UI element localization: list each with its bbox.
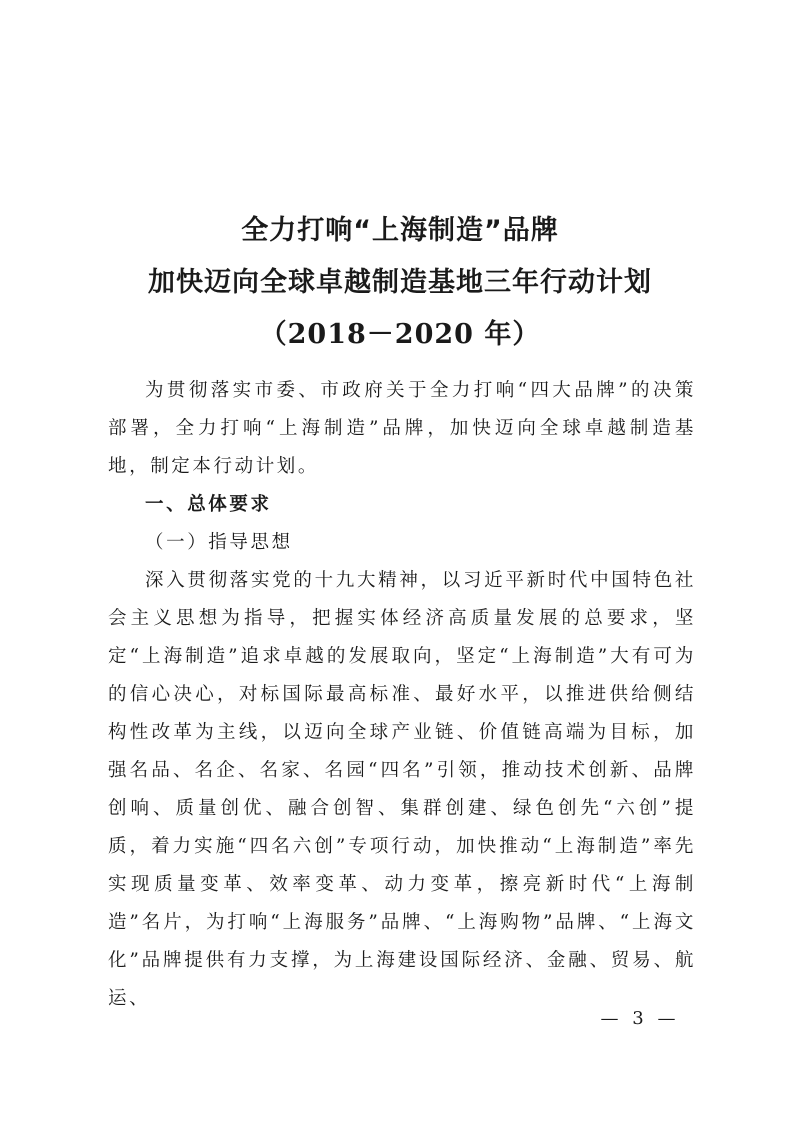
- subsection-heading: （一）指导思想: [145, 532, 293, 553]
- intro-paragraph: 为贯彻落实市委、市政府关于全力打响“四大品牌”的决策部署，全力打响“上海制造”品牌，加快迈向全球卓越制造基地，制定本行动计划。: [108, 380, 696, 477]
- body-paragraph: 深入贯彻落实党的十九大精神，以习近平新时代中国特色社会主义思想为指导，把握实体经济高质量发展的总要求，坚定“上海制造”追求卓越的发展取向，坚定“上海制造”大有可为的信心决心，对标国际最高标准、最好水平，以推进供给侧结构性改革为主线，以迈向全球产业链、价值链高端为目标，加强名品、名企、名家、名园“四名”引领，推动技术创新、品牌创响、质量创优、融合创智、集群创建、绿色创先“六创”提质，着力实施“四名六创”专项行动，加快推动“上海制造”率先实现质量变革、效率变革、动力变革，擦亮新时代“上海制造”名片，为打响“上海服务”品牌、“上海购物”品牌、“上海文化”品牌提供有力支撑，为上海建设国际经济、金融、贸易、航运、: [108, 570, 696, 1009]
- page-number: — 3 —: [600, 1008, 680, 1029]
- document-title: [0, 205, 800, 361]
- title-line-2: 加快迈向全球卓越制造基地三年行动计划: [148, 267, 652, 298]
- section-heading: 一、总体要求: [145, 494, 272, 515]
- title-line-1: 全力打响“上海制造”品牌: [241, 215, 559, 246]
- document-body: [108, 372, 696, 1018]
- title-line-3: （2018－2020 年）: [259, 319, 541, 350]
